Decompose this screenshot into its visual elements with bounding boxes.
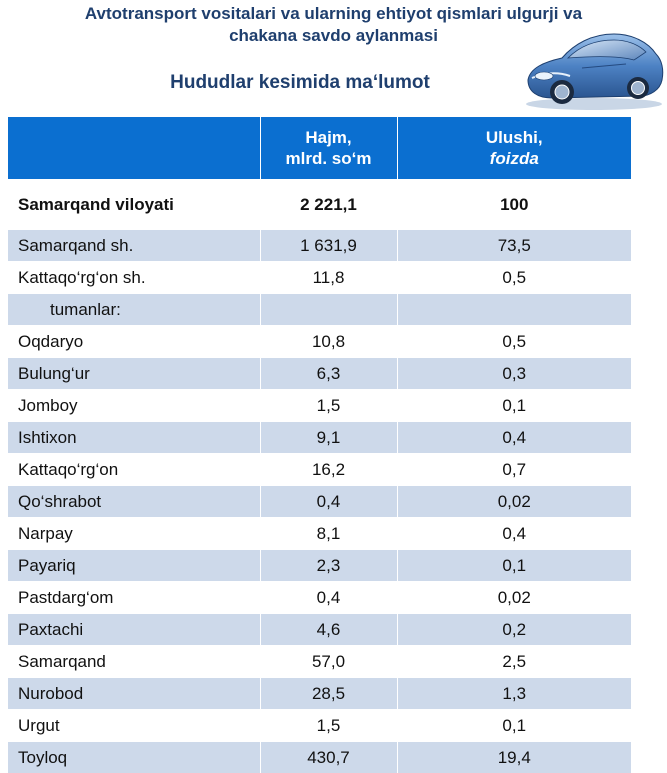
region-share: 0,1 bbox=[397, 390, 631, 422]
table-row bbox=[8, 454, 631, 486]
share-header-line-2: foizda bbox=[399, 148, 631, 169]
table-row bbox=[8, 550, 631, 582]
region-volume: 430,7 bbox=[260, 742, 397, 773]
total-region-name: Samarqand viloyati bbox=[8, 180, 260, 230]
region-share: 0,2 bbox=[397, 614, 631, 646]
districts-subheading: tumanlar: bbox=[8, 294, 260, 326]
title-line-1: Avtotransport vositalari va ularning ehtiyot qismlari ulgurji va bbox=[0, 3, 667, 25]
region-volume: 28,5 bbox=[260, 678, 397, 710]
region-name: Kattaqo‘rg‘on bbox=[8, 454, 260, 486]
region-name: Nurobod bbox=[8, 678, 260, 710]
table-row bbox=[8, 486, 631, 518]
table-row bbox=[8, 518, 631, 550]
region-share: 0,4 bbox=[397, 518, 631, 550]
region-volume: 6,3 bbox=[260, 358, 397, 390]
region-share: 1,3 bbox=[397, 678, 631, 710]
total-volume: 2 221,1 bbox=[260, 180, 397, 230]
region-share: 0,7 bbox=[397, 454, 631, 486]
table-row bbox=[8, 326, 631, 358]
table-row bbox=[8, 742, 631, 773]
region-name: Kattaqo‘rg‘on sh. bbox=[8, 262, 260, 294]
table-row bbox=[8, 422, 631, 454]
region-name: Payariq bbox=[8, 550, 260, 582]
table-row bbox=[8, 262, 631, 294]
region-volume: 2,3 bbox=[260, 550, 397, 582]
region-volume: 0,4 bbox=[260, 486, 397, 518]
volume-column-header bbox=[260, 117, 397, 180]
region-volume: 11,8 bbox=[260, 262, 397, 294]
region-share: 0,1 bbox=[397, 710, 631, 742]
region-name: Qo‘shrabot bbox=[8, 486, 260, 518]
region-volume: 8,1 bbox=[260, 518, 397, 550]
section-subtitle: Hududlar kesimida ma‘lumot bbox=[0, 72, 600, 94]
region-share: 0,1 bbox=[397, 550, 631, 582]
region-volume: 9,1 bbox=[260, 422, 397, 454]
table-header-row bbox=[8, 117, 631, 180]
table-row bbox=[8, 614, 631, 646]
total-share: 100 bbox=[397, 180, 631, 230]
table-row bbox=[8, 646, 631, 678]
share-column-header bbox=[397, 117, 631, 180]
volume-header-line-2: mlrd. so‘m bbox=[262, 148, 396, 169]
share-header-line-1: Ulushi, bbox=[399, 127, 631, 148]
region-volume: 57,0 bbox=[260, 646, 397, 678]
region-share: 0,02 bbox=[397, 582, 631, 614]
region-share: 0,4 bbox=[397, 422, 631, 454]
region-share: 0,02 bbox=[397, 486, 631, 518]
region-name: Urgut bbox=[8, 710, 260, 742]
region-name: Toyloq bbox=[8, 742, 260, 773]
region-share bbox=[397, 294, 631, 326]
table-row bbox=[8, 358, 631, 390]
table-row bbox=[8, 390, 631, 422]
table-row bbox=[8, 710, 631, 742]
table-row bbox=[8, 582, 631, 614]
region-name: Narpay bbox=[8, 518, 260, 550]
region-volume: 16,2 bbox=[260, 454, 397, 486]
region-name: Samarqand bbox=[8, 646, 260, 678]
region-name: Pastdarg‘om bbox=[8, 582, 260, 614]
region-share: 19,4 bbox=[397, 742, 631, 773]
region-name: Ishtixon bbox=[8, 422, 260, 454]
table-row bbox=[8, 230, 631, 262]
region-volume: 0,4 bbox=[260, 582, 397, 614]
car-illustration-icon bbox=[522, 20, 665, 112]
region-share: 0,3 bbox=[397, 358, 631, 390]
region-name: Oqdaryo bbox=[8, 326, 260, 358]
region-volume: 1,5 bbox=[260, 390, 397, 422]
region-name: Samarqand sh. bbox=[8, 230, 260, 262]
title-line-2: chakana savdo aylanmasi bbox=[0, 25, 667, 47]
region-volume: 1,5 bbox=[260, 710, 397, 742]
region-share: 0,5 bbox=[397, 262, 631, 294]
region-name: Bulung‘ur bbox=[8, 358, 260, 390]
region-name: Jomboy bbox=[8, 390, 260, 422]
table-row bbox=[8, 294, 631, 326]
region-volume bbox=[260, 294, 397, 326]
region-volume: 10,8 bbox=[260, 326, 397, 358]
region-share: 2,5 bbox=[397, 646, 631, 678]
volume-header-line-1: Hajm, bbox=[262, 127, 396, 148]
region-column-header bbox=[8, 117, 260, 180]
region-volume: 4,6 bbox=[260, 614, 397, 646]
regional-data-table bbox=[8, 117, 631, 773]
region-share: 0,5 bbox=[397, 326, 631, 358]
table-row bbox=[8, 678, 631, 710]
total-row bbox=[8, 180, 631, 230]
region-share: 73,5 bbox=[397, 230, 631, 262]
region-volume: 1 631,9 bbox=[260, 230, 397, 262]
region-name: Paxtachi bbox=[8, 614, 260, 646]
